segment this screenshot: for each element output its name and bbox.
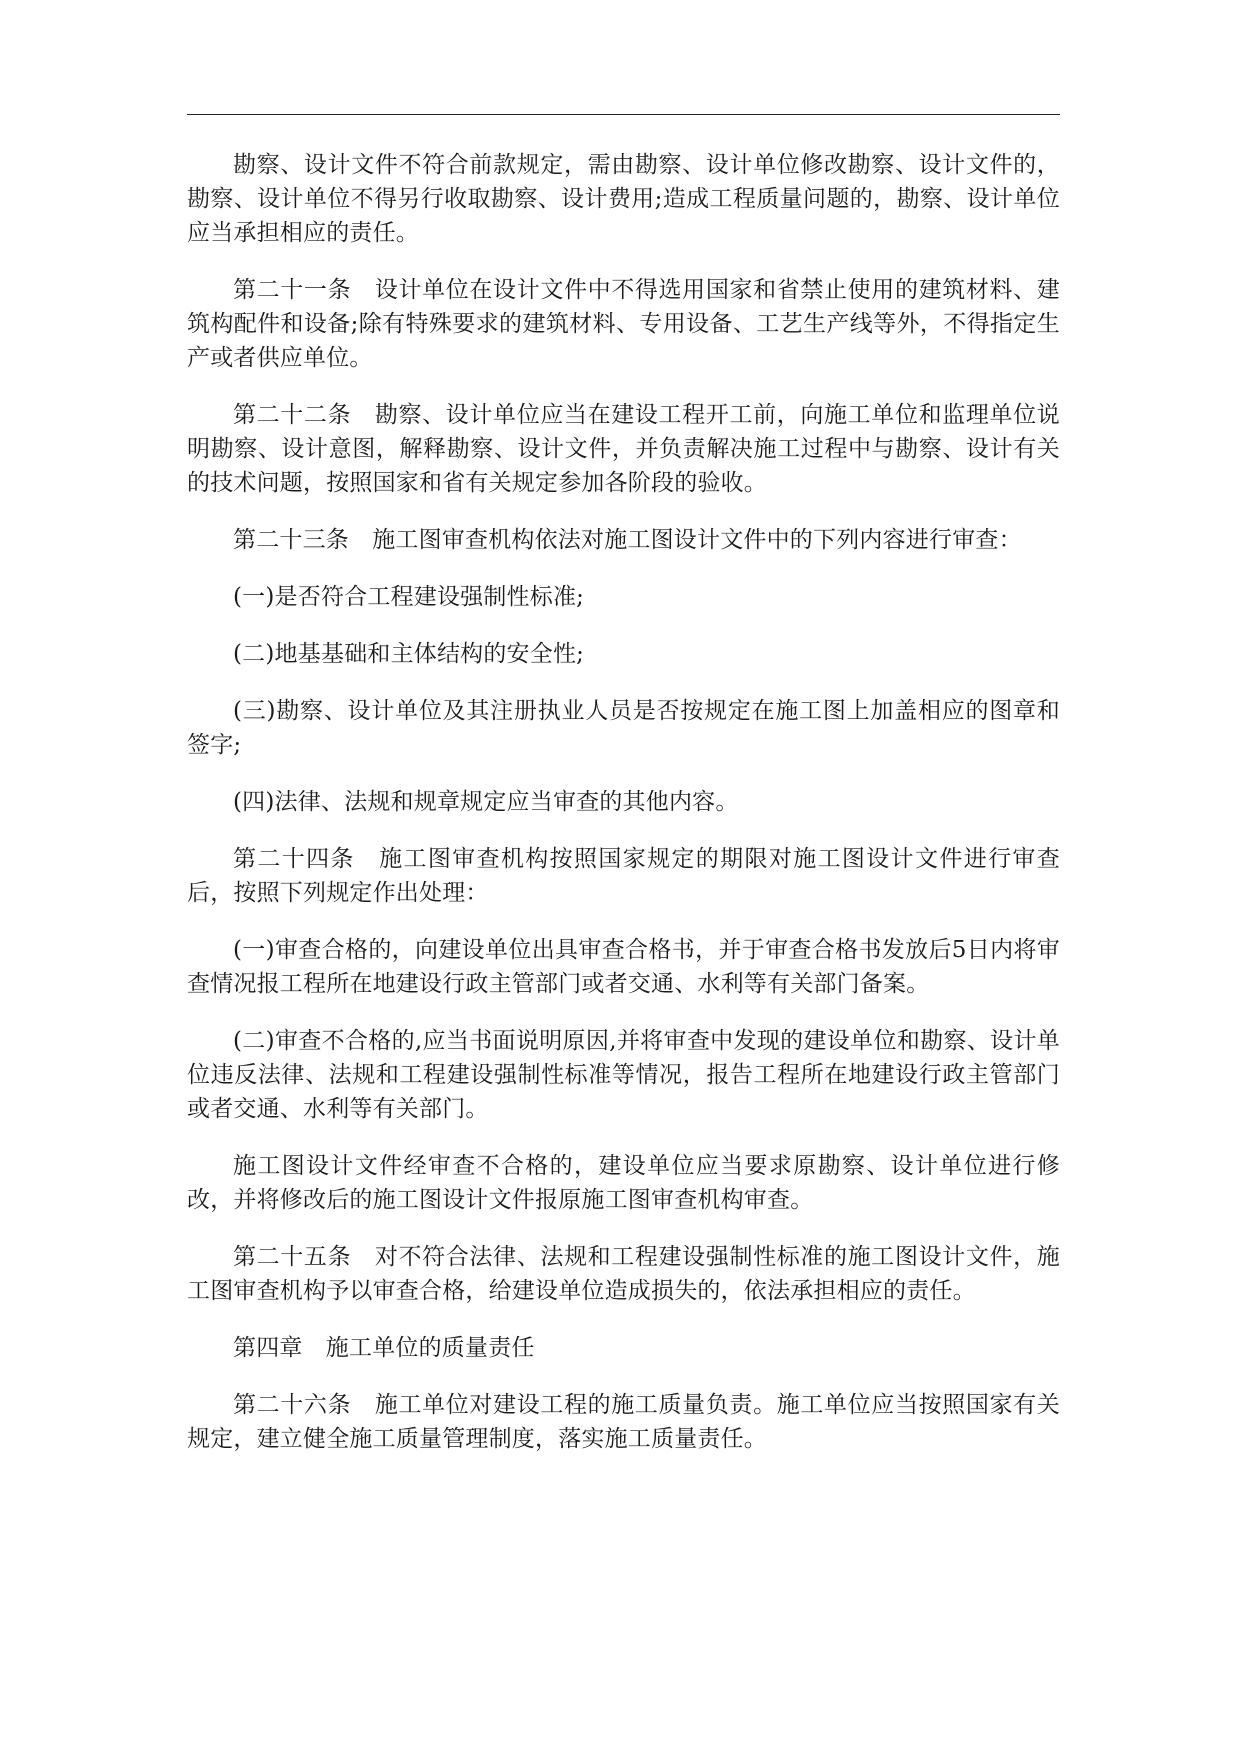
article-23-item-1: (一)是否符合工程建设强制性标准;: [233, 584, 585, 610]
article-23: 第二十三条 施工图审查机构依法对施工图设计文件中的下列内容进行审查：: [233, 527, 1022, 553]
article-24: 第二十四条 施工图审查机构按照国家规定的期限对施工图设计文件进行审查后，按照下列规定作出处理：: [187, 846, 1060, 906]
article-26: 第二十六条 施工单位对建设工程的施工质量负责。施工单位应当按照国家有关规定，建立健全施工质量管理制度，落实施工质量责任。: [187, 1392, 1060, 1452]
paragraph-failed-review-revision: 施工图设计文件经审查不合格的，建设单位应当要求原勘察、设计单位进行修改，并将修改后的施工图设计文件报原施工图审查机构审查。: [187, 1153, 1060, 1213]
chapter-4-heading: 第四章 施工单位的质量责任: [233, 1335, 535, 1361]
article-21: 第二十一条 设计单位在设计文件中不得选用国家和省禁止使用的建筑材料、建筑构配件和设备;除有特殊要求的建筑材料、专用设备、工艺生产线等外，不得指定生产或者供应单位。: [187, 277, 1060, 371]
article-23-item-2: (二)地基基础和主体结构的安全性;: [233, 641, 585, 667]
article-24-item-2: (二)审查不合格的,应当书面说明原因,并将审查中发现的建设单位和勘察、设计单位违反法律、法规和工程建设强制性标准等情况，报告工程所在地建设行政主管部门或者交通、水利等有关部门。: [187, 1028, 1060, 1122]
header-rule: [187, 114, 1060, 115]
article-22: 第二十二条 勘察、设计单位应当在建设工程开工前，向施工单位和监理单位说明勘察、设计意图，解释勘察、设计文件，并负责解决施工过程中与勘察、设计有关的技术问题，按照国家和省有关规定参加各阶段的验收。: [187, 402, 1060, 496]
paragraph-survey-design-revision: 勘察、设计文件不符合前款规定，需由勘察、设计单位修改勘察、设计文件的，勘察、设计单位不得另行收取勘察、设计费用;造成工程质量问题的，勘察、设计单位应当承担相应的责任。: [187, 152, 1060, 246]
document-body: [187, 148, 1060, 1479]
article-25: 第二十五条 对不符合法律、法规和工程建设强制性标准的施工图设计文件，施工图审查机构予以审查合格，给建设单位造成损失的，依法承担相应的责任。: [187, 1244, 1060, 1304]
article-24-item-1: (一)审查合格的，向建设单位出具审查合格书，并于审查合格书发放后5日内将审查情况报工程所在地建设行政主管部门或者交通、水利等有关部门备案。: [187, 937, 1060, 997]
article-23-item-4: (四)法律、法规和规章规定应当审查的其他内容。: [233, 789, 739, 815]
article-23-item-3: (三)勘察、设计单位及其注册执业人员是否按规定在施工图上加盖相应的图章和签字;: [187, 698, 1060, 758]
